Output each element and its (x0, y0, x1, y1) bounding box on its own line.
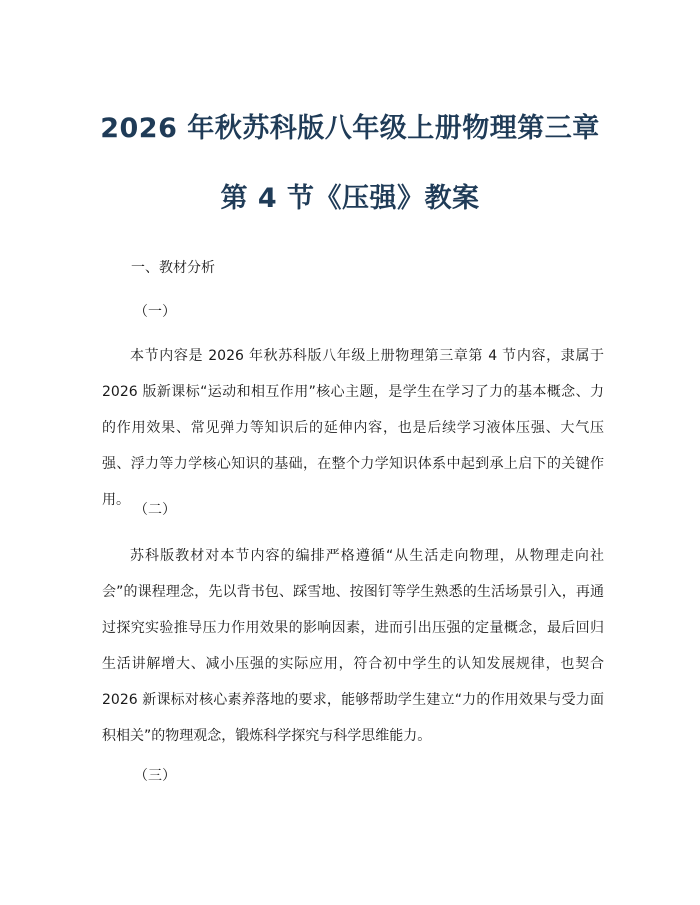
subsection-label-3: （三） (134, 768, 176, 784)
paragraph-1 (102, 338, 604, 518)
subsection-label-1: （一） (134, 304, 176, 320)
document-title-line-1: 2026 年秋苏科版八年级上册物理第三章 (100, 113, 600, 144)
paragraph-2-text: 苏科版教材对本节内容的编排严格遵循“从生活走向物理，从物理走向社会”的课程理念，先以背书包、踩雪地、按图钉等学生熟悉的生活场景引入，再通过探究实验推导压力作用效果的影响因素，进而引出压强的定量概念，最后回归生活讲解增大、减小压强的实际应用，符合初中学生的认知发展规律，也契合 2026 新课标对核心素养落地的要求，能够帮助学生建立“力的作用效果与受力面积相关”的物理观念，锻炼科学探究与科学思维能力。 (102, 548, 604, 744)
section-heading-teaching-material-analysis: 一、教材分析 (131, 260, 215, 276)
document-title-line-2: 第 4 节《压强》教案 (220, 183, 480, 214)
paragraph-1-text: 本节内容是 2026 年秋苏科版八年级上册物理第三章第 4 节内容，隶属于 2026 版新课标“运动和相互作用”核心主题，是学生在学习了力的基本概念、力的作用效果、常见弹力等知识后的延伸内容，也是后续学习液体压强、大气压强、浮力等力学核心知识的基础，在整个力学知识体系中起到承上启下的关键作用。 (102, 348, 604, 508)
paragraph-2 (102, 538, 604, 754)
subsection-label-2: （二） (134, 502, 176, 518)
